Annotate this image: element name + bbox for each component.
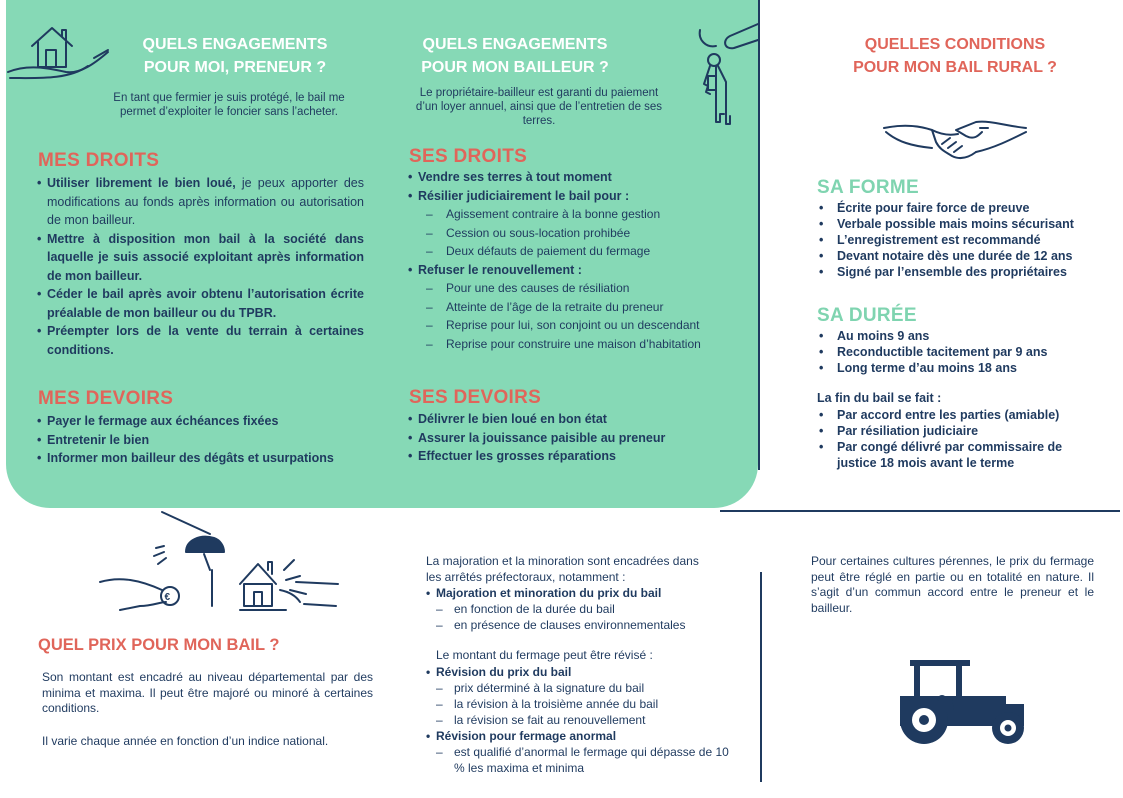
list-item: – Agissement contraire à la bonne gestion	[408, 205, 748, 224]
list-item: • Par résiliation judiciaire	[817, 423, 1097, 439]
list-item: • Long terme d’au moins 18 ans	[817, 360, 1107, 376]
list-item: • Écrite pour faire force de preuve	[817, 200, 1107, 216]
list-item: – la révision se fait au renouvellement	[426, 712, 736, 728]
prix-title: QUEL PRIX POUR MON BAIL ?	[38, 636, 280, 654]
list-item: – Deux défauts de paiement du fermage	[408, 242, 748, 261]
watering-house-icon	[100, 510, 340, 622]
sa-forme-heading: SA FORME	[817, 177, 919, 198]
list-item: • Effectuer les grosses réparations	[408, 447, 738, 466]
majoration-item-2-sublist	[426, 680, 736, 728]
tractor-icon	[896, 656, 1032, 746]
ses-droits-bullet-1	[408, 168, 748, 205]
ses-devoirs-list	[408, 410, 738, 466]
majoration-item-1	[426, 585, 736, 601]
conditions-title	[800, 33, 1110, 79]
ses-droits-list	[408, 168, 748, 353]
list-item: • Au moins 9 ans	[817, 328, 1107, 344]
list-item	[37, 230, 364, 286]
list-item: – Atteinte de l’âge de la retraite du preneur	[408, 298, 748, 317]
list-item: • Délivrer le bien loué en bon état	[408, 410, 738, 429]
resilier-sublist	[408, 205, 748, 261]
list-item: • Signé par l’ensemble des propriétaires	[817, 264, 1107, 280]
ses-devoirs-heading: SES DEVOIRS	[409, 387, 542, 408]
list-item	[37, 174, 364, 230]
bailleur-intro: Le propriétaire-bailleur est garanti du paiement d’un loyer annuel, ainsi que de l’entretien de ses terres.	[415, 87, 663, 127]
prix-para-2: Il varie chaque année en fonction d’un indice national.	[42, 734, 329, 748]
list-item: • Par accord entre les parties (amiable)	[817, 407, 1097, 423]
preneur-intro: En tant que fermier je suis protégé, le bail me permet d’exploiter le foncier sans l’acheter.	[113, 92, 345, 118]
list-item: • Reconductible tacitement par 9 ans	[817, 344, 1107, 360]
majoration-item-3-sublist	[426, 744, 731, 776]
droit-bold: Préempter lors de la vente du terrain à certaines conditions.	[47, 324, 364, 357]
list-item: • Entretenir le bien	[37, 431, 367, 450]
house-in-hand-icon	[8, 22, 112, 82]
majoration-intro: La majoration et la minoration sont encadrées dans les arrêtés préfectoraux, notamment :	[426, 554, 699, 584]
list-item: – en présence de clauses environnementales	[426, 617, 736, 633]
list-item: • Révision du prix du bail	[426, 664, 736, 680]
revise-intro: Le montant du fermage peut être révisé :	[436, 648, 653, 662]
majoration-item-1-sublist	[426, 601, 736, 633]
refuser-sublist	[408, 279, 748, 353]
sa-duree-list	[817, 328, 1107, 376]
mes-devoirs-heading: MES DEVOIRS	[38, 388, 174, 409]
mes-droits-heading: MES DROITS	[38, 150, 160, 171]
list-item: • Devant notaire dès une durée de 12 ans	[817, 248, 1107, 264]
list-item: • Refuser le renouvellement :	[408, 261, 748, 280]
majoration-item-3	[426, 728, 736, 744]
sa-forme-list	[817, 200, 1107, 280]
prix-para-1: Son montant est encadré au niveau départemental par des minima et maxima. Il peut être majoré ou minoré à certaines conditions.	[42, 670, 373, 715]
list-item: • Informer mon bailleur des dégâts et usurpations	[37, 449, 367, 468]
droit-bold: Céder le bail après avoir obtenu l’autorisation écrite préalable de mon bailleur ou du TPBR.	[47, 287, 364, 320]
majoration-block	[426, 554, 736, 776]
list-item	[37, 285, 364, 322]
list-item: – est qualifié d’anormal le fermage qui dépasse de 10 % les maxima et minima	[426, 744, 731, 776]
droit-normal: je peux apporter des modifications au fonds après information ou autorisation de mon bailleur.	[47, 176, 364, 227]
bailleur-title	[390, 33, 640, 79]
mes-devoirs-list	[37, 412, 367, 468]
fin-du-bail-list	[817, 407, 1097, 471]
handshake-icon	[884, 108, 1026, 162]
list-item: – prix déterminé à la signature du bail	[426, 680, 736, 696]
list-item: • Majoration et minoration du prix du bail	[426, 585, 736, 601]
bailleur-title-line1: QUELS ENGAGEMENTS	[422, 36, 608, 53]
nature-text: Pour certaines cultures pérennes, le prix du fermage peut être réglé en partie ou en totalité en nature. Il s’agit d’un commun accord entre le preneur et le bailleur.	[811, 554, 1094, 615]
middle-column-divider	[760, 572, 762, 782]
bailleur-title-line2: POUR MON BAILLEUR ?	[421, 59, 609, 76]
droit-bold: Mettre à disposition mon bail à la société dans laquelle je suis associé exploitant après information de mon bailleur.	[47, 231, 364, 283]
preneur-title-line1: QUELS ENGAGEMENTS	[142, 36, 328, 53]
mes-droits-list	[37, 174, 364, 359]
conditions-title-line2: POUR MON BAIL RURAL ?	[853, 59, 1057, 76]
list-item: • Assurer la jouissance paisible au preneur	[408, 429, 738, 448]
fin-du-bail-title: La fin du bail se fait :	[817, 391, 942, 405]
keys-icon	[696, 22, 758, 130]
list-item: • Payer le fermage aux échéances fixées	[37, 412, 367, 431]
preneur-title-line2: POUR MOI, PRENEUR ?	[143, 59, 327, 76]
list-item: – Reprise pour construire une maison d’habitation	[408, 335, 748, 354]
list-item: – Cession ou sous-location prohibée	[408, 224, 748, 243]
list-item: • Verbale possible mais moins sécurisant	[817, 216, 1107, 232]
majoration-item-2	[426, 664, 736, 680]
list-item	[37, 322, 364, 359]
svg-text:€: €	[164, 592, 171, 603]
list-item: – Pour une des causes de résiliation	[408, 279, 748, 298]
list-item: • L’enregistrement est recommandé	[817, 232, 1107, 248]
panel-right-border	[758, 0, 760, 470]
conditions-title-line1: QUELLES CONDITIONS	[864, 36, 1046, 53]
list-item: • Révision pour fermage anormal	[426, 728, 736, 744]
ses-droits-bullet-2	[408, 261, 748, 280]
droit-bold: Utiliser librement le bien loué,	[47, 176, 236, 190]
bottom-divider	[720, 510, 1120, 512]
ses-droits-heading: SES DROITS	[409, 146, 528, 167]
list-item: • Résilier judiciairement le bail pour :	[408, 187, 748, 206]
preneur-title	[110, 33, 360, 79]
sa-duree-heading: SA DURÉE	[817, 305, 917, 326]
list-item: – en fonction de la durée du bail	[426, 601, 736, 617]
list-item: – Reprise pour lui, son conjoint ou un descendant	[408, 316, 748, 335]
list-item: – la révision à la troisième année du bail	[426, 696, 736, 712]
list-item: • Par congé délivré par commissaire de justice 18 mois avant le terme	[817, 439, 1097, 471]
list-item: • Vendre ses terres à tout moment	[408, 168, 748, 187]
